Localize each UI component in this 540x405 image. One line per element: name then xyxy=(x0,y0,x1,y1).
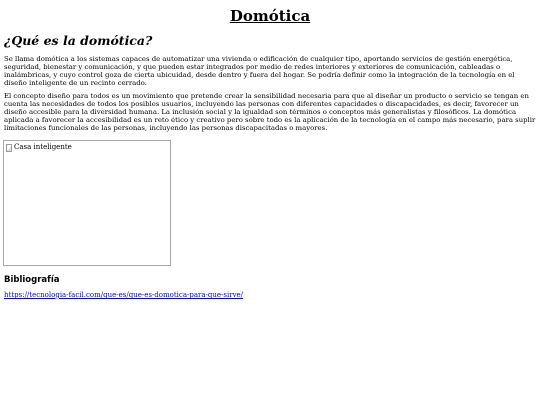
image-alt-text: Casa inteligente xyxy=(14,143,72,151)
page-title: Domótica xyxy=(229,7,311,25)
section-heading: ¿Qué es la domótica? xyxy=(4,33,153,48)
paragraph-design-for-all: El concepto diseño para todos es un movimiento que pretende crear la sensibilidad necesaria para que al diseñar un producto o servicio se tengan en cuenta las necesidades de todos los posibles usuarios, incluyendo las personas con diferentes capacidades o discapacidades, es decir, favorecer un diseño accesible para la diversidad humana. La inclusión social y la igualdad son términos o conceptos más generalistas y filosóficos. La domótica aplicada a favorecer la accesibilidad es un reto ético y creativo pero sobre todo es la aplicación de la tecnología en el campo más necesario, para suplir limitaciones funcionales de las personas, incluyendo las personas discapacitadas o mayores. xyxy=(4,92,536,133)
bibliography-heading: Bibliografía xyxy=(4,275,60,285)
broken-image-icon xyxy=(6,144,12,152)
paragraph-definition: Se llama domótica a los sistemas capaces de automatizar una vivienda o edificación de cualquier tipo, aportando servicios de gestión energética, seguridad, bienestar y comunicación, y que pueden estar integrados por medio de redes interiores y exteriores de comunicación, cableadas o inalámbricas, y cuyo control goza de cierta ubicuidad, desde dentro y fuera del hogar. Se podría definir como la integración de la tecnología en el diseño inteligente de un recinto cerrado. xyxy=(4,55,515,88)
broken-image-placeholder xyxy=(6,143,72,152)
bibliography-link[interactable]: https://tecnologia-facil.com/que-es/que-es-domotica-para-que-sirve/ xyxy=(4,291,244,299)
smart-house-image xyxy=(3,140,171,266)
